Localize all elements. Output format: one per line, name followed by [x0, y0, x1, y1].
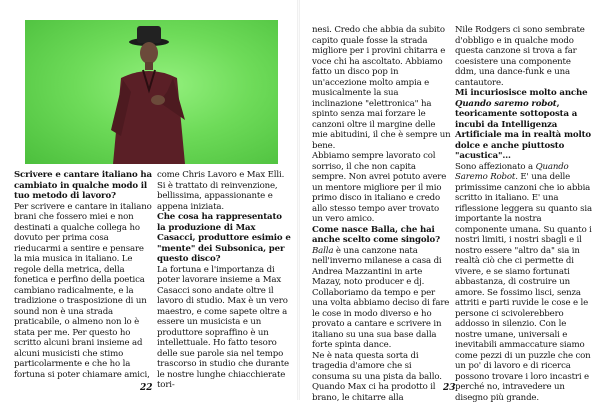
- answer-1-continued: come Chris Lavoro e Max Elli.: [157, 170, 291, 181]
- question-2: Che cosa ha rappresentato la produzione di Max Casacci, produttore esimio e "mente" dei Subsonica, per questo disco?: [157, 212, 291, 265]
- page-gutter: [297, 0, 300, 400]
- question-3: Come nasce Balla, che hai anche scelto come singolo?: [312, 225, 451, 246]
- question-1: Scrivere e cantare italiano ha cambiato in qualche modo il tuo metodo di lavoro?: [14, 170, 152, 202]
- answer-4: [455, 162, 593, 403]
- text-column-2: [157, 170, 291, 391]
- answer-4-title: Quando Saremo Robot: [455, 162, 569, 183]
- text-column-4: [455, 25, 593, 403]
- answer-1-continued-2: Si è trattato di reinvenzione, bellissima, appassionante e appena iniziata.: [157, 181, 291, 213]
- answer-3-title: Balla: [312, 246, 333, 256]
- answer-3: [312, 246, 451, 351]
- singer-figure-image: [25, 20, 278, 164]
- answer-4-text: . E' una delle primissime canzoni che io abbia scritto in italiano. E' una riflessione leggera su quanto sia importante la nostra componente umana. Su quanto i nostri limiti, i nostri sbagli e il nostro essere "altro da" sia in realtà ciò che ci permette di vivere, e se siamo fortunati abbastanza, di costruire un amore. Se fossimo lisci, senza attriti e parti ruvide le cose e le persone ci scivolerebbero addosso in silenzio. Con le nostre umane, universali e inevitabili ammaccature siamo come pezzi di un puzzle che con un po' di lavoro e di ricerca possono trovare i loro incastri e perché no, intravedere un disegno più grande.: [455, 172, 592, 403]
- answer-2-continued: nesi. Credo che abbia da subito capito quale fosse la strada migliore per i provini chitarra e voce chi ha ascoltato. Abbiamo fatto un disco pop in un'accezione molto ampia e musicalmente la sua inclinazione "elettronica" ha spinto senza mai forzare le canzoni oltre il margine delle mie abitudini, il che è sempre un bene.: [312, 25, 451, 151]
- answer-3-continued: Ne è nata questa sorta di tragedia d'amore che si consuma su una pista da ballo. Quando Max ci ha prodotto il brano, le chitarre alla: [312, 351, 451, 403]
- question-4-rest: , teoricamente sottoposta a incubi da Intelligenza Artificiale ma in realtà molto dolce e anche piuttosto "acustica"…: [455, 99, 591, 162]
- answer-1: Per scrivere e cantare in italiano brani che fossero miei e non destinati a qualche collega ho dovuto per prima cosa rieducarmi a sentire e pensare la mia musica in italiano. Le regole della metrica, della fonetica e perfino della poetica cambiano radicalmente, e la tradizione o trasposizione di un sound non è una strada praticabile, o almeno non lo è stata per me. Per questo ho scritto alcuni brani insieme ad alcuni musicisti che stimo particolarmente e che ho la fortuna si poter chiamare amici,: [14, 202, 152, 381]
- text-column-1: [14, 170, 152, 380]
- answer-2: La fortuna e l'importanza di poter lavorare insieme a Max Casacci sono andate oltre il lavoro di studio. Max è un vero maestro, e come sapete oltre a essere un musicista e un produttore sopraffino è un intellettuale. Ho fatto tesoro delle sue parole sia nel tempo trascorso in studio che durante le nostre lunghe chiacchierate tori-: [157, 265, 291, 391]
- singer-photo: [25, 20, 278, 164]
- page-number-right: 23: [443, 383, 456, 393]
- question-4: [455, 88, 593, 162]
- answer-3-continued-2: Nile Rodgers ci sono sembrate d'obbligo e in qualche modo questa canzone si trova a far coesistere una componente ddm, una dance-funk e una cantautore.: [455, 25, 593, 88]
- text-column-3: [312, 25, 451, 403]
- answer-4-lead: Sono affezionato a: [455, 162, 533, 172]
- page-number-left: 22: [140, 383, 153, 393]
- question-4-title: Quando saremo robot: [455, 99, 557, 109]
- answer-2-continued-2: Abbiamo sempre lavorato col sorriso, il che non capita sempre. Non avrei potuto avere un mentore migliore per il mio primo disco in italiano e credo allo stesso tempo aver trovato un vero amico.: [312, 151, 451, 225]
- question-4-lead: Mi incuriosisce molto anche: [455, 88, 587, 98]
- answer-3-text: è una canzone nata nell'inverno milanese a casa di Andrea Mazzantini in arte Mazay, noto producer e dj. Collaboriamo da tempo e per una volta abbiamo deciso di fare le cose in modo diverso e ho provato a cantare e scrivere in italiano su una sua base dalla forte spinta dance.: [312, 246, 449, 351]
